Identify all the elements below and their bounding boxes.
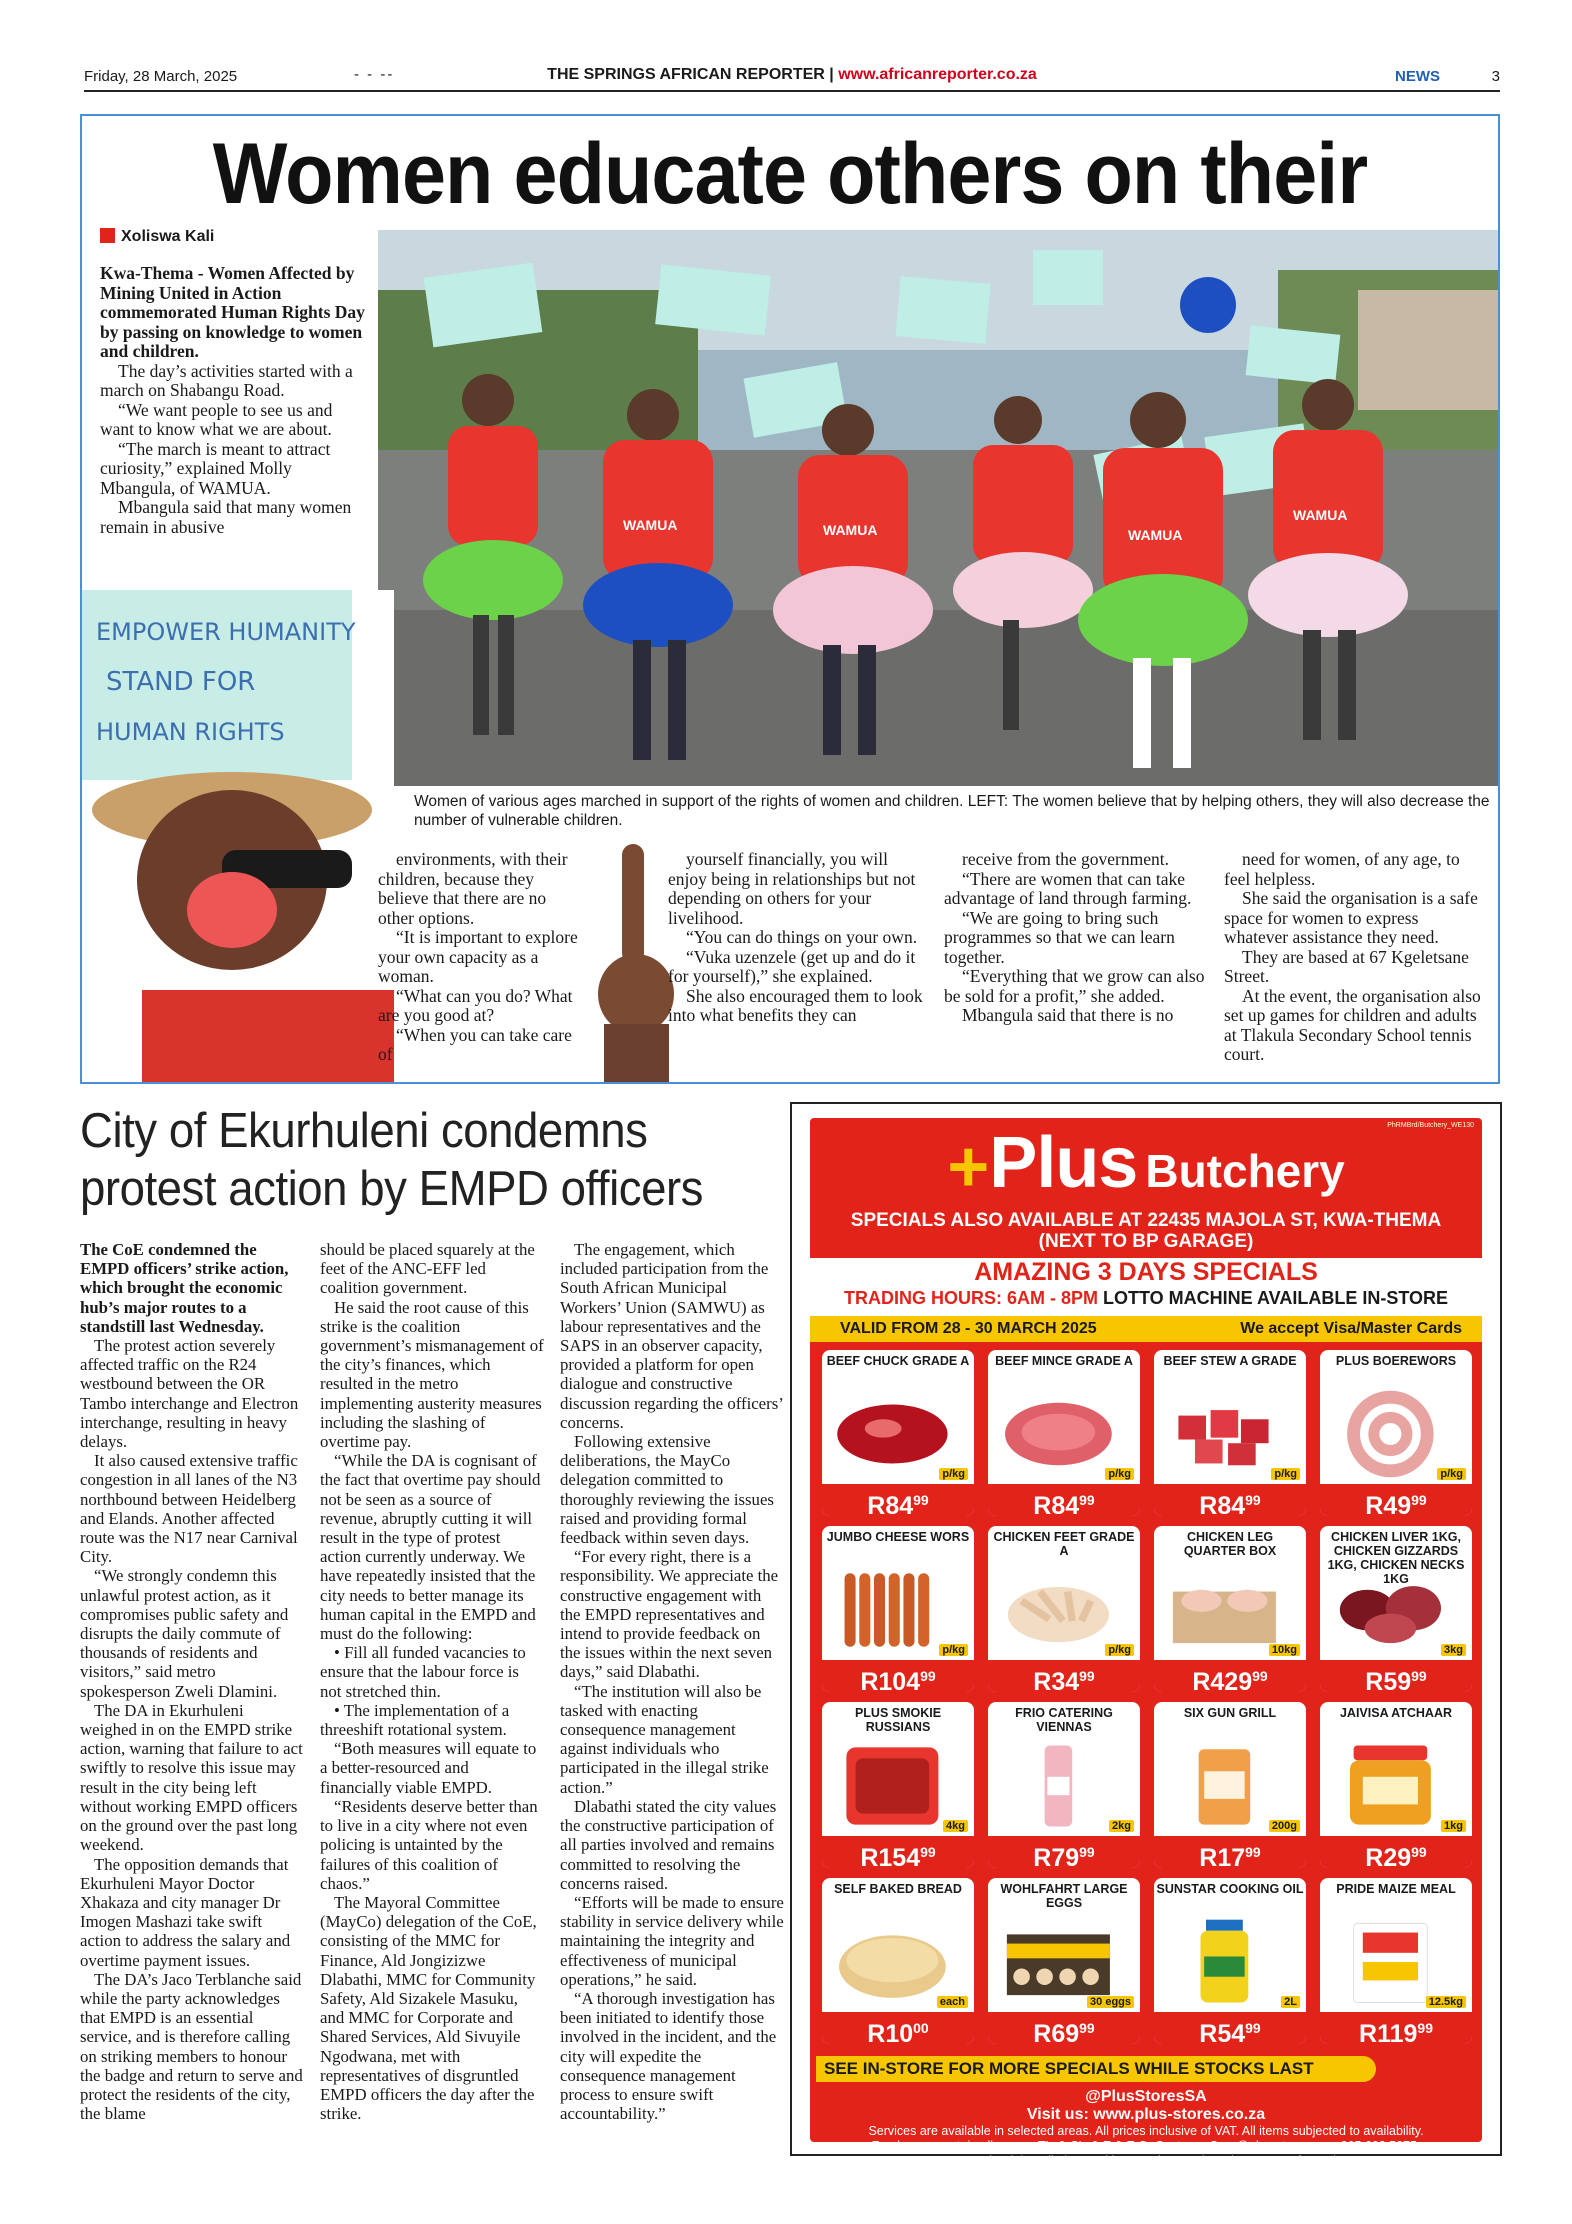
story2-paragraph: “For every right, there is a responsibility. We appreciate the constructive engagement with the EMPD representatives and intend to provide feedback on the issues within the next seven days,” said Dlabathi. — [560, 1547, 779, 1682]
product-tile — [1320, 1350, 1472, 1516]
paper-name: THE SPRINGS AFRICAN REPORTER — [547, 66, 825, 83]
paper-url[interactable]: www.africanreporter.co.za — [838, 66, 1037, 83]
product-image — [1160, 1564, 1289, 1656]
product-tile — [1154, 1526, 1306, 1692]
product-name: SUNSTAR COOKING OIL — [1156, 1882, 1304, 1896]
price-rand: R49 — [1365, 1492, 1412, 1516]
product-image — [1160, 1388, 1289, 1480]
trading-hours-label: TRADING HOURS: 6AM - 8PM — [843, 1288, 1098, 1308]
price-cents: 99 — [1411, 1668, 1427, 1684]
price-rand: R69 — [1033, 2020, 1080, 2044]
product-price — [988, 1484, 1140, 1516]
story2-paragraph: “While the DA is cognisant of the fact that overtime pay should not be seen as a source of revenue, abruptly cutting it will result in the type of protest action currently underway. We have repeatedly insisted that the city needs to better manage its human capital in the EMPD and must do the following: — [320, 1451, 541, 1644]
product-unit: p/kg — [1105, 1468, 1134, 1480]
price-cents: 99 — [920, 1844, 936, 1860]
product-unit: each — [937, 1996, 968, 2008]
product-name: SELF BAKED BREAD — [834, 1882, 962, 1896]
story2-paragraph: “Residents deserve better than to live in a city where not even policing is untainted by the failures of this coalition of chaos.” — [320, 1796, 538, 1893]
product-tile — [1154, 1702, 1306, 1868]
product-price — [822, 1660, 974, 1692]
advert-reference: PhRMBrd/Butchery_WE130 — [1387, 1122, 1474, 1129]
plus-butchery-advert — [790, 1102, 1502, 2168]
product-name: CHICKEN FEET GRADE A — [993, 1530, 1135, 1558]
product-unit: 30 eggs — [1087, 1996, 1134, 2008]
lead-paragraph: “The march is meant to attract curiosity,” explained Molly Mbangula, of WAMUA. — [100, 438, 331, 498]
price-rand: R154 — [860, 1844, 921, 1868]
product-tile — [1154, 1350, 1306, 1516]
product-image — [828, 1564, 957, 1656]
product-tile — [988, 1350, 1140, 1516]
product-price — [822, 2012, 974, 2044]
photo-caption: Women of various ages marched in support of the rights of women and children. LEFT: The women believe that by helping others, they will also decrease the number of vulnerable children. — [414, 793, 1490, 829]
story2-intro: The CoE condemned the EMPD officers’ strike action, which brought the economic hub’s major routes to a standstill last Wednesday. — [80, 1240, 289, 1336]
product-tile — [822, 1526, 974, 1692]
lead-column-a — [378, 850, 578, 1065]
story2-paragraph: • The implementation of a threeshift rotational system. — [320, 1700, 510, 1740]
disclaimer-line: Foods may contain allergens. T’s & C’s & E & E.O. CustomerCare@plus-store.co.za 065 603 5075. — [871, 2139, 1421, 2153]
price-rand: R17 — [1199, 1844, 1246, 1868]
product-tile — [1320, 1526, 1472, 1692]
story2-paragraph: Following extensive deliberations, the MayCo delegation committed to thoroughly reviewing the issues raised and providing formal feedback within seven days. — [560, 1432, 774, 1548]
price-rand: R54 — [1199, 2020, 1246, 2044]
advert-footer — [810, 2088, 1482, 2169]
product-tile — [822, 1350, 974, 1516]
product-unit: p/kg — [939, 1644, 968, 1656]
product-name: CHICKEN LEG QUARTER BOX — [1183, 1530, 1277, 1558]
amazing-specials: AMAZING 3 DAYS SPECIALS — [974, 1258, 1318, 1286]
lead-paragraph: “It is important to explore your own capacity as a woman. — [378, 927, 578, 986]
price-rand: R10 — [867, 2020, 914, 2044]
product-price — [822, 1484, 974, 1516]
product-image — [1326, 1564, 1455, 1656]
price-rand: R429 — [1192, 1668, 1253, 1692]
price-cents: 99 — [913, 1492, 929, 1508]
valid-dates: VALID FROM 28 - 30 MARCH 2025 — [840, 1320, 1097, 1337]
price-cents: 99 — [1417, 2020, 1433, 2036]
product-tile — [822, 1878, 974, 2044]
price-rand: R84 — [867, 1492, 914, 1516]
product-price — [1320, 1836, 1472, 1868]
byline-marker — [100, 228, 115, 243]
lead-paragraph: “We want people to see us and want to know what we are about. — [100, 399, 333, 439]
price-rand: R84 — [1199, 1492, 1246, 1516]
product-price — [1320, 2012, 1472, 2044]
lead-paragraph: yourself financially, you will enjoy being in relationships but not depending on others for your livelihood. — [668, 849, 916, 928]
shirt-print: WAMUA — [1128, 527, 1183, 543]
product-image — [1326, 1916, 1455, 2008]
product-tile — [822, 1702, 974, 1868]
product-unit: 200g — [1269, 1820, 1300, 1832]
story2-paragraph: “Efforts will be made to ensure stability in service delivery while maintaining the integrity and effectiveness of municipal operations,” he said. — [560, 1892, 784, 1989]
price-cents: 99 — [1245, 2020, 1261, 2036]
lead-intro-column — [100, 264, 370, 537]
price-cents: 99 — [1252, 1668, 1268, 1684]
story2-paragraph: The engagement, which included participation from the South African Municipal Workers’ Union (SAMWU) as labour representatives and the SAPS in an observer capacity, provided a platform for open dialogue and constructive discussion regarding the officers’ concerns. — [560, 1240, 783, 1432]
address-line: SPECIALS ALSO AVAILABLE AT 22435 MAJOLA ST, KWA-THEMA — [850, 1210, 1442, 1231]
lead-paragraph: receive from the government. — [962, 849, 1169, 869]
lead-paragraph: They are based at 67 Kgeletsane Street. — [1224, 946, 1469, 986]
shirt-print: WAMUA — [623, 517, 678, 533]
issue-date: Friday, 28 March, 2025 — [84, 68, 238, 85]
price-rand: R104 — [860, 1668, 921, 1692]
product-image — [1326, 1740, 1455, 1832]
product-name: SIX GUN GRILL — [1183, 1706, 1277, 1720]
product-price — [1154, 1484, 1306, 1516]
product-unit: p/kg — [939, 1468, 968, 1480]
plus-logo — [810, 1122, 1482, 1208]
story2-paragraph: He said the root cause of this strike is the coalition government’s mismanagement of the city’s finances, which resulted in the metro implementing austerity measures including the slashing of overtime pay. — [320, 1297, 544, 1452]
product-price — [1320, 1484, 1472, 1516]
masthead — [84, 64, 1500, 92]
lead-paragraph: “We are going to bring such programmes so that we can learn together. — [944, 907, 1175, 967]
lead-paragraph: Mbangula said that there is no — [962, 1005, 1174, 1025]
byline-author: Xoliswa Kali — [121, 228, 215, 245]
price-cents: 99 — [1245, 1844, 1261, 1860]
product-name: PLUS BOEREWORS — [1335, 1354, 1457, 1368]
lead-column-d — [1224, 850, 1486, 1065]
sign-line: HUMAN RIGHTS — [96, 718, 285, 746]
lead-paragraph: “Vuka uzenzele (get up and do it for yourself),” she explained. — [668, 946, 916, 986]
product-price — [988, 2012, 1140, 2044]
product-image — [994, 1564, 1123, 1656]
lead-paragraph: “Everything that we grow can also be sold for a profit,” she added. — [944, 966, 1205, 1006]
product-tile — [988, 1878, 1140, 2044]
product-tile — [1154, 1878, 1306, 2044]
product-image — [1326, 1388, 1455, 1480]
march-photo — [378, 230, 1498, 786]
story2-paragraph: The Mayoral Committee (MayCo) delegation of the CoE, consisting of the MMC for Finance, Ald Jongizizwe Dlabathi, MMC for Community Safety, Ald Sizakele Masuku, and MMC for Corporate and Shared Services, Ald Sivuyile Ngodwana, met with representatives of disgruntled EMPD officers the day after the strike. — [320, 1892, 537, 2124]
masthead-separator: | — [829, 66, 834, 83]
lead-paragraph: The day’s activities started with a march on Shabangu Road. — [100, 360, 353, 400]
price-rand: R84 — [1033, 1492, 1080, 1516]
price-cents: 99 — [1411, 1844, 1427, 1860]
price-rand: R119 — [1359, 2020, 1418, 2044]
price-cents: 99 — [1079, 1844, 1095, 1860]
social-handle[interactable]: @PlusStoresSA — [1085, 2088, 1207, 2105]
section-label: NEWS — [1395, 68, 1440, 85]
plus-cross-icon: + — [947, 1127, 990, 1207]
product-unit: 10kg — [1269, 1644, 1300, 1656]
product-tile — [1320, 1878, 1472, 2044]
product-name: WOHLFAHRT LARGE EGGS — [1000, 1882, 1128, 1910]
card-note: We accept Visa/Master Cards — [1240, 1320, 1462, 1337]
product-unit: 4kg — [943, 1820, 968, 1832]
product-image — [994, 1388, 1123, 1480]
product-price — [988, 1836, 1140, 1868]
product-grid — [822, 1350, 1472, 2048]
story2-column-3 — [560, 1240, 784, 2123]
lead-paragraph: “You can do things on your own. — [686, 927, 918, 947]
story2-paragraph: • Fill all funded vacancies to ensure that the labour force is not stretched thin. — [320, 1643, 526, 1701]
product-price — [1154, 1660, 1306, 1692]
product-name: BEEF STEW A GRADE — [1163, 1354, 1297, 1368]
product-unit: 12.5kg — [1426, 1996, 1466, 2008]
price-rand: R79 — [1033, 1844, 1080, 1868]
lead-paragraph: “When you can take care of — [378, 1024, 572, 1064]
specials-banner — [810, 1258, 1482, 1316]
story2-column-2 — [320, 1240, 544, 2123]
price-cents: 99 — [920, 1668, 936, 1684]
story2-headline: City of Ekurhuleni condemns protest action by EMPD officers — [80, 1104, 703, 1216]
lead-story — [80, 114, 1500, 1084]
product-name: JAIVISA ATCHAAR — [1339, 1706, 1453, 1720]
product-name: BEEF MINCE GRADE A — [995, 1354, 1133, 1368]
product-unit: p/kg — [1105, 1644, 1134, 1656]
product-price — [1154, 1836, 1306, 1868]
product-price — [1320, 1660, 1472, 1692]
product-price — [988, 1660, 1140, 1692]
product-image — [828, 1388, 957, 1480]
product-image — [828, 1740, 957, 1832]
product-image — [994, 1916, 1123, 2008]
product-image — [828, 1916, 957, 2008]
sign-holder-photo — [82, 590, 394, 1084]
story2-paragraph: Dlabathi stated the city values the constructive participation of all parties involved and remains committed to resolving the concerns raised. — [560, 1796, 777, 1893]
product-name: PLUS SMOKIE RUSSIANS — [854, 1706, 942, 1734]
website-link[interactable]: Visit us: www.plus-stores.co.za — [1026, 2106, 1266, 2123]
product-image — [994, 1740, 1123, 1832]
lead-paragraph: She said the organisation is a safe space for women to express whatever assistance they need. — [1224, 888, 1478, 947]
sign-line: STAND FOR — [106, 667, 256, 697]
product-price — [822, 1836, 974, 1868]
product-unit: p/kg — [1271, 1468, 1300, 1480]
product-image — [1160, 1740, 1289, 1832]
product-name: BEEF CHUCK GRADE A — [826, 1354, 970, 1368]
price-cents: 99 — [1245, 1492, 1261, 1508]
lotto-note: LOTTO MACHINE AVAILABLE IN-STORE — [1103, 1288, 1449, 1308]
product-unit: 2kg — [1109, 1820, 1134, 1832]
story2-paragraph: The DA’s Jaco Terblanche said while the party acknowledges that EMPD is an essential service, and is therefore calling on striking members to honour the badge and return to serve and protect the residents of the city, the blame — [80, 1969, 303, 2124]
price-cents: 00 — [913, 2020, 929, 2036]
valid-bar — [810, 1316, 1482, 1342]
lead-paragraph: environments, with their children, because they believe that there are no other options. — [378, 849, 568, 928]
product-tile — [1320, 1702, 1472, 1868]
lead-column-c — [944, 850, 1206, 1026]
lead-paragraph: At the event, the organisation also set up games for children and adults at Tlakula Secondary School tennis court. — [1224, 985, 1481, 1064]
lead-paragraph: “What can you do? What are you good at? — [378, 985, 573, 1025]
story2-paragraph: It also caused extensive traffic congestion in all lanes of the N3 northbound between Heidelberg and Elands. Another affected route was the N17 near Carnival City. — [80, 1451, 298, 1567]
product-name: JUMBO CHEESE WORS — [826, 1530, 970, 1544]
page-number: 3 — [1491, 68, 1500, 85]
masthead-dashes: - - -- — [354, 66, 395, 83]
story2-paragraph: “Both measures will equate to a better-resourced and financially viable EMPD. — [320, 1739, 537, 1797]
sign-line: EMPOWER HUMANITY — [96, 618, 356, 646]
brand-sub: Butchery — [1145, 1145, 1345, 1197]
product-name: FRIO CATERING VIENNAS — [1015, 1706, 1113, 1734]
lead-paragraph: She also encouraged them to look into what benefits they can — [668, 985, 923, 1025]
brand-name: Plus — [989, 1123, 1138, 1203]
store-address — [810, 1210, 1482, 1252]
lead-paragraph: Mbangula said that many women remain in abusive — [100, 497, 352, 537]
price-rand: R34 — [1033, 1668, 1080, 1692]
product-tile — [988, 1526, 1140, 1692]
story2-paragraph: The protest action severely affected traffic on the R24 westbound between the OR Tambo interchange and Electron interchange, resulting in heavy delays. — [80, 1336, 299, 1452]
story2-column-1 — [80, 1240, 304, 2123]
story2-paragraph: “A thorough investigation has been initiated to identify those involved in the incident, and the city will expedite the consequence management process to ensure swift accountability.” — [560, 1988, 777, 2124]
lead-column-b — [668, 850, 928, 1026]
lead-paragraph: need for women, of any age, to feel helpless. — [1224, 849, 1460, 889]
price-rand: R59 — [1365, 1668, 1412, 1692]
shirt-print: WAMUA — [1293, 507, 1348, 523]
lead-paragraph: “There are women that can take advantage of land through farming. — [944, 868, 1192, 908]
product-image — [1160, 1916, 1289, 2008]
product-unit: 1kg — [1441, 1820, 1466, 1832]
address-line: (NEXT TO BP GARAGE) — [1038, 1231, 1254, 1252]
advert-panel — [810, 1118, 1482, 2168]
product-name: PRIDE MAIZE MEAL — [1336, 1882, 1456, 1896]
story2-paragraph: The DA in Ekurhuleni weighed in on the EMPD strike action, warning that failure to act swiftly to resolve this issue may result in the city being left without working EMPD officers on the ground over the past long weekend. — [80, 1700, 303, 1855]
disclaimer-line: Services are available in selected areas. All prices inclusive of VAT. All items subjected to availability. — [868, 2124, 1424, 2138]
trading-hours — [810, 1286, 1482, 1310]
story2-paragraph: “We strongly condemn this unlawful protest action, as it compromises public safety and disrupts the daily commute of thousands of residents and visitors,” said metro spokesperson Zweli Dlamini. — [80, 1566, 289, 1701]
product-unit: 3kg — [1441, 1644, 1466, 1656]
story2-paragraph: “The institution will also be tasked with enacting consequence management against individuals who participated in the illegal strike action.” — [560, 1681, 769, 1797]
masthead-title — [84, 66, 1500, 84]
shirt-print: WAMUA — [823, 522, 878, 538]
price-cents: 99 — [1079, 1668, 1095, 1684]
disclaimer-line: We reserve the right to limit quantities. Products or brands may vary from pictures. — [918, 2154, 1374, 2168]
price-rand: R29 — [1365, 1844, 1412, 1868]
story2-paragraph: The opposition demands that Ekurhuleni Mayor Doctor Xhakaza and city manager Dr Imogen Mashazi take swift action to address the salary and overtime payment issues. — [80, 1854, 291, 1970]
lead-headline: Women educate others on their — [212, 126, 1368, 222]
lead-intro: Kwa-Thema - Women Affected by Mining United in Action commemorated Human Rights Day by passing on knowledge to women and children. — [100, 263, 365, 361]
byline — [100, 228, 214, 246]
story2-paragraph: should be placed squarely at the feet of the ANC-EFF led coalition government. — [320, 1240, 535, 1298]
product-name: CHICKEN LIVER 1KG, CHICKEN GIZZARDS 1KG, CHICKEN NECKS 1KG — [1327, 1530, 1465, 1586]
price-cents: 99 — [1079, 1492, 1095, 1508]
price-cents: 99 — [1411, 1492, 1427, 1508]
product-unit: 2L — [1281, 1996, 1300, 2008]
product-price — [1154, 2012, 1306, 2044]
product-unit: p/kg — [1437, 1468, 1466, 1480]
see-instore-bar: SEE IN-STORE FOR MORE SPECIALS WHILE STOCKS LAST — [816, 2056, 1376, 2082]
product-tile — [988, 1702, 1140, 1868]
price-cents: 99 — [1079, 2020, 1095, 2036]
